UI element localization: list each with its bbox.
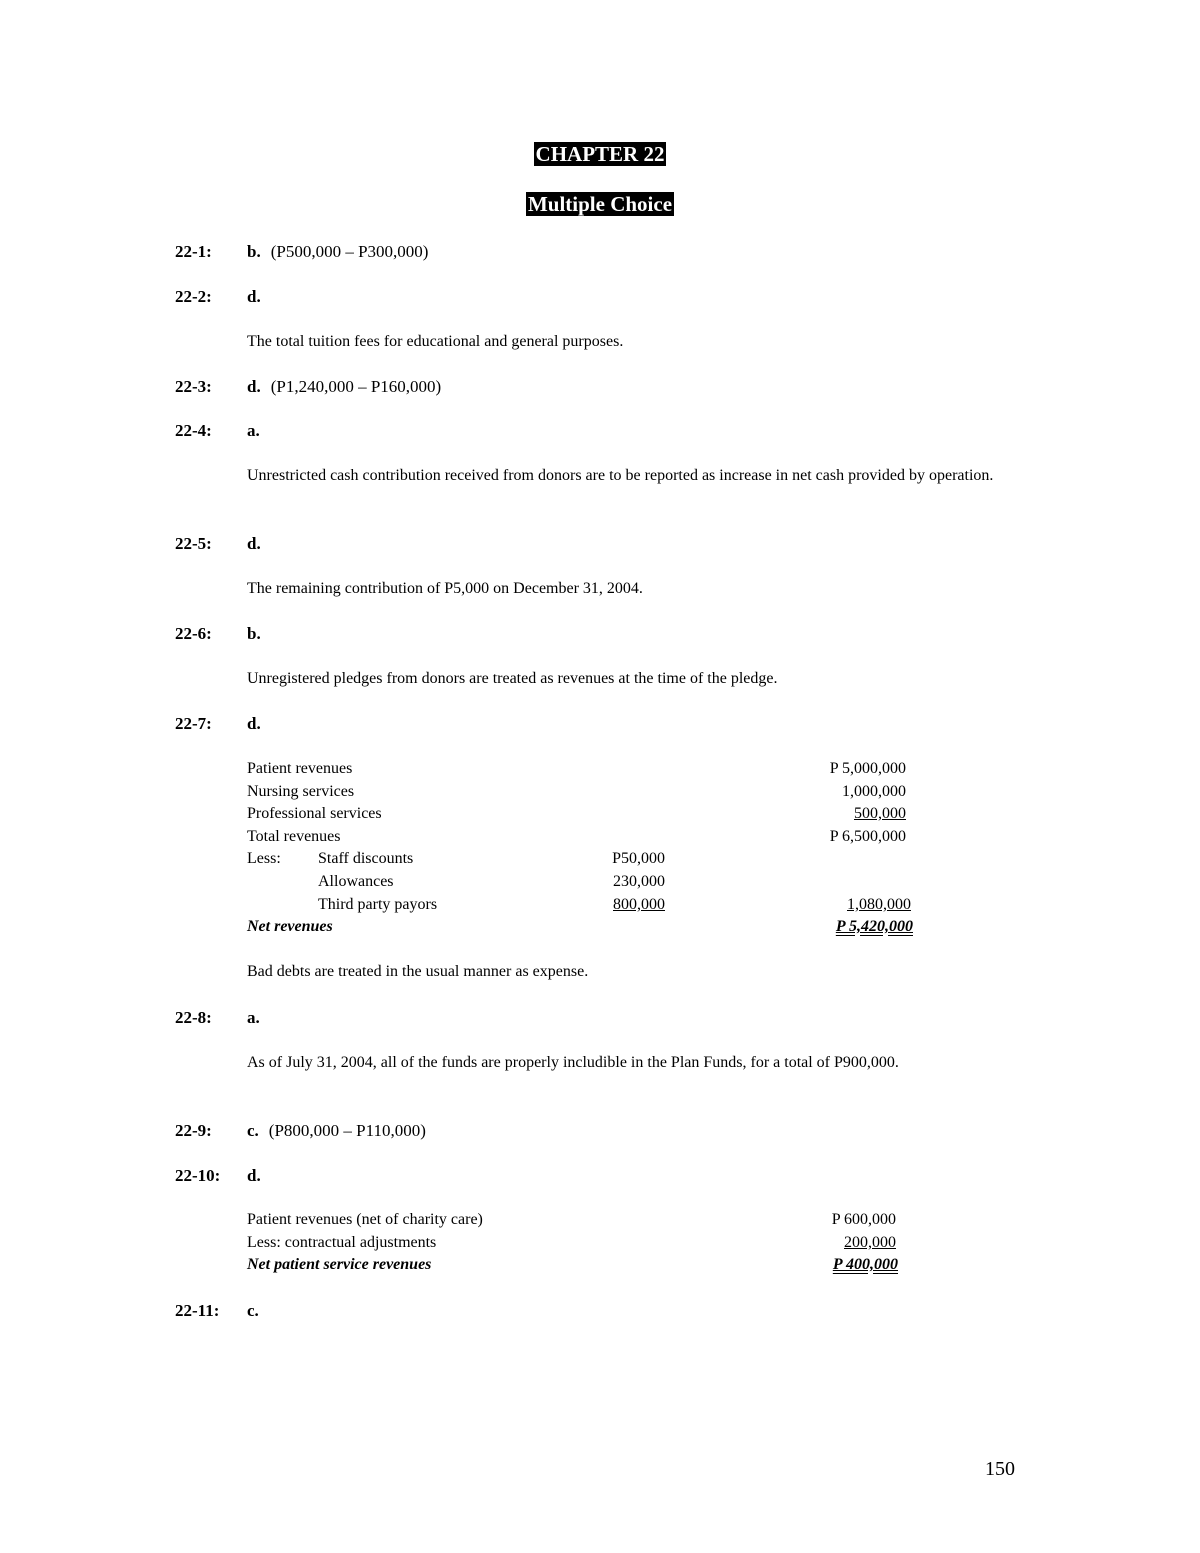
line-item-label: Patient revenues: [247, 760, 353, 777]
net-total-label: Net patient service revenues: [247, 1256, 432, 1273]
line-item-amount: P 5,000,000: [829, 760, 906, 777]
section-heading: Multiple Choice: [527, 192, 673, 216]
explanation-text: As of July 31, 2004, all of the funds are properly includible in the Plan Funds, for a total of P900,000.: [247, 1054, 899, 1071]
line-item-amount: 1,000,000: [842, 783, 906, 800]
explanation-text: Unrestricted cash contribution received from donors are to be reported as increase in net cash provided by operation.: [247, 467, 994, 484]
deduction-amount: P50,000: [612, 850, 665, 867]
line-item-amount: 200,000: [844, 1234, 896, 1251]
answer: d.: [247, 534, 261, 553]
question-number: 22-10:: [175, 1166, 221, 1185]
answer: b. (P500,000 – P300,000): [247, 242, 429, 261]
question-number: 22-7:: [175, 714, 212, 733]
answer: c. (P800,000 – P110,000): [247, 1121, 426, 1140]
line-item-amount: P 6,500,000: [829, 828, 906, 845]
explanation-text: The total tuition fees for educational and general purposes.: [247, 333, 624, 350]
line-item-label: Patient revenues (net of charity care): [247, 1211, 483, 1228]
answer: b.: [247, 624, 261, 643]
page-number: 150: [985, 1458, 1015, 1480]
question-number: 22-1:: [175, 242, 212, 261]
deduction-total-amount: 1,080,000: [847, 896, 911, 913]
answer: d.: [247, 1166, 261, 1185]
line-item-amount: P 600,000: [831, 1211, 896, 1228]
deduction-amount: 230,000: [613, 873, 665, 890]
chapter-heading: CHAPTER 22: [535, 142, 665, 166]
answer: a.: [247, 1008, 260, 1027]
answer: d.: [247, 714, 261, 733]
explanation-text: Bad debts are treated in the usual manner as expense.: [247, 963, 589, 980]
question-number: 22-3:: [175, 377, 212, 396]
question-number: 22-4:: [175, 421, 212, 440]
net-total-amount: P 5,420,000: [835, 918, 913, 935]
line-item-label: Total revenues: [247, 828, 341, 845]
answer: d. (P1,240,000 – P160,000): [247, 377, 442, 396]
deduction-label: Staff discounts: [318, 850, 414, 867]
line-item-amount: 500,000: [854, 805, 906, 822]
answer: c.: [247, 1301, 259, 1320]
explanation-text: Unregistered pledges from donors are treated as revenues at the time of the pledge.: [247, 670, 778, 687]
explanation-text: The remaining contribution of P5,000 on December 31, 2004.: [247, 580, 643, 597]
line-item-label: Nursing services: [247, 783, 355, 800]
question-number: 22-11:: [175, 1301, 220, 1320]
deduction-label: Third party payors: [318, 896, 438, 913]
question-number: 22-6:: [175, 624, 212, 643]
deduction-label: Allowances: [318, 873, 394, 890]
line-item-label: Less: contractual adjustments: [247, 1234, 437, 1251]
net-total-amount: P 400,000: [832, 1256, 898, 1273]
deduction-amount: 800,000: [613, 896, 665, 913]
net-total-label: Net revenues: [247, 918, 333, 935]
question-number: 22-5:: [175, 534, 212, 553]
question-number: 22-2:: [175, 287, 212, 306]
line-item-label: Professional services: [247, 805, 382, 822]
question-number: 22-8:: [175, 1008, 212, 1027]
line-item-label: Less:: [247, 850, 281, 867]
answer: d.: [247, 287, 261, 306]
answer: a.: [247, 421, 260, 440]
question-number: 22-9:: [175, 1121, 212, 1140]
